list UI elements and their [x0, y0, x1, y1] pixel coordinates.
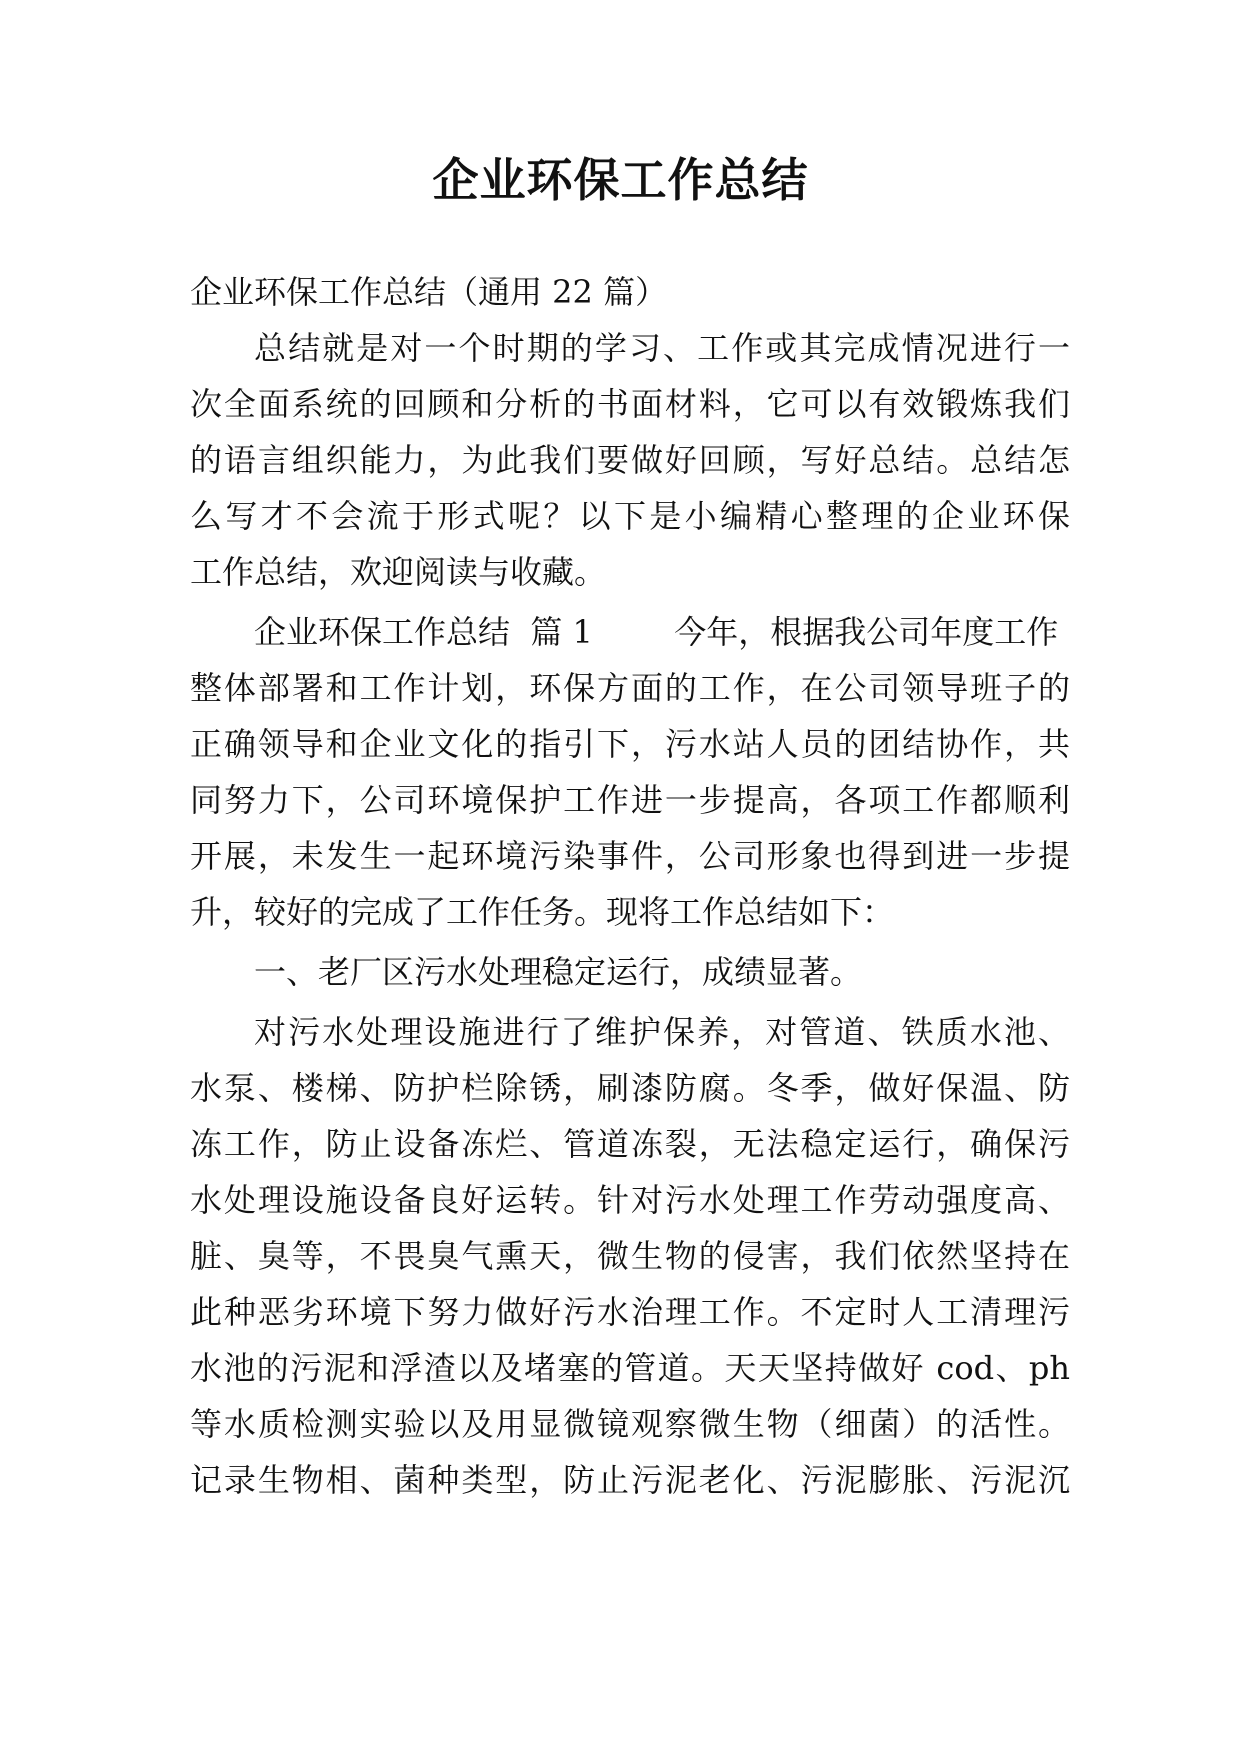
paragraph-line: 升，较好的完成了工作任务。现将工作总结如下：	[190, 893, 895, 931]
paragraph-line: 此种恶劣环境下努力做好污水治理工作。不定时人工清理污	[190, 1293, 1070, 1331]
paragraph-line: 脏、臭等，不畏臭气熏天，微生物的侵害，我们依然坚持在	[190, 1237, 1070, 1275]
paragraph-line: 等水质检测实验以及用显微镜观察微生物（细菌）的活性。	[190, 1405, 1070, 1443]
paragraph-line: 企业环保工作总结 篇 1 今年，根据我公司年度工作	[254, 613, 1059, 651]
paragraph-line: 整体部署和工作计划，环保方面的工作，在公司领导班子的	[190, 669, 1070, 707]
paragraph-line: 同努力下，公司环境保护工作进一步提高，各项工作都顺利	[190, 781, 1070, 819]
paragraph-line: 水处理设施设备良好运转。针对污水处理工作劳动强度高、	[190, 1181, 1070, 1219]
paragraph-line: 水池的污泥和浮渣以及堵塞的管道。天天坚持做好 cod、ph	[190, 1349, 1070, 1387]
paragraph-line: 工作总结，欢迎阅读与收藏。	[190, 553, 607, 591]
paragraph-line: 冻工作，防止设备冻烂、管道冻裂，无法稳定运行，确保污	[190, 1125, 1070, 1163]
paragraph-line: 开展，未发生一起环境污染事件，公司形象也得到进一步提	[190, 837, 1070, 875]
paragraph-line: 么写才不会流于形式呢？以下是小编精心整理的企业环保	[190, 497, 1070, 535]
paragraph-line: 的语言组织能力，为此我们要做好回顾，写好总结。总结怎	[190, 441, 1070, 479]
document-title: 企业环保工作总结	[432, 153, 809, 207]
section-heading: 一、老厂区污水处理稳定运行，成绩显著。	[254, 953, 863, 991]
paragraph-line: 记录生物相、菌种类型，防止污泥老化、污泥膨胀、污泥沉	[190, 1461, 1070, 1499]
paragraph-line: 次全面系统的回顾和分析的书面材料，它可以有效锻炼我们	[190, 385, 1070, 423]
paragraph-line: 总结就是对一个时期的学习、工作或其完成情况进行一	[254, 329, 1070, 367]
document-subtitle: 企业环保工作总结（通用 22 篇）	[190, 273, 668, 311]
paragraph-line: 水泵、楼梯、防护栏除锈，刷漆防腐。冬季，做好保温、防	[190, 1069, 1070, 1107]
paragraph-line: 正确领导和企业文化的指引下，污水站人员的团结协作，共	[190, 725, 1070, 763]
paragraph-line: 对污水处理设施进行了维护保养，对管道、铁质水池、	[254, 1013, 1070, 1051]
